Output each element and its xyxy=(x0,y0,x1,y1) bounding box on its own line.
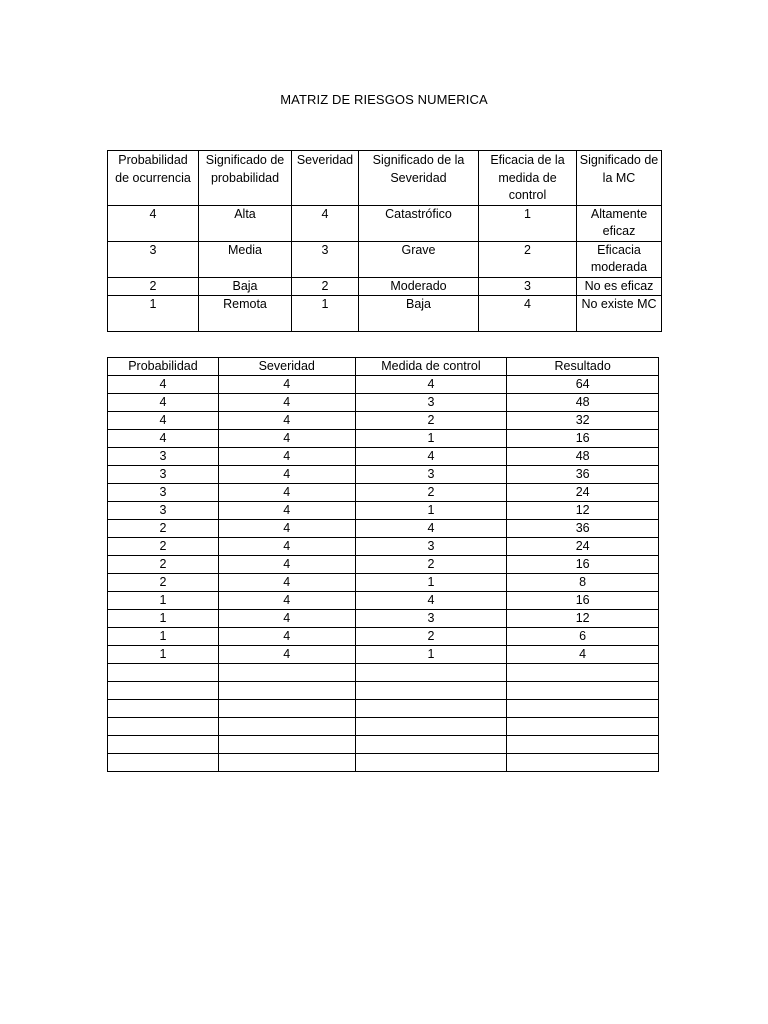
table-cell: 4 xyxy=(108,205,199,241)
table-cell xyxy=(355,754,507,772)
table-cell: 2 xyxy=(355,628,507,646)
table-row xyxy=(108,448,659,466)
table-cell: Baja xyxy=(359,296,479,332)
table-cell: Catastrófico xyxy=(359,205,479,241)
table-cell: 2 xyxy=(108,556,219,574)
table-cell: 3 xyxy=(292,241,359,277)
table-cell: 2 xyxy=(355,556,507,574)
header-probabilidad: Probabilidad xyxy=(108,358,219,376)
table-row xyxy=(108,610,659,628)
table-cell xyxy=(507,682,659,700)
table-cell: 2 xyxy=(355,412,507,430)
table-cell: 4 xyxy=(108,412,219,430)
table-cell: 4 xyxy=(355,448,507,466)
risk-result-table xyxy=(107,357,659,772)
table-cell xyxy=(355,664,507,682)
table-cell: 8 xyxy=(507,574,659,592)
table-cell xyxy=(108,682,219,700)
table-cell: 48 xyxy=(507,394,659,412)
table-cell: 24 xyxy=(507,484,659,502)
table-cell: 4 xyxy=(218,376,355,394)
table-cell: No existe MC xyxy=(577,296,662,332)
table-cell: 1 xyxy=(108,646,219,664)
header-eficacia-medida: Eficacia de la medida de control xyxy=(479,151,577,206)
table-cell xyxy=(108,754,219,772)
table-cell xyxy=(218,700,355,718)
table-cell: 1 xyxy=(355,574,507,592)
table-cell: 3 xyxy=(479,277,577,296)
table-cell: 4 xyxy=(218,628,355,646)
table-row xyxy=(108,700,659,718)
table-cell: 6 xyxy=(507,628,659,646)
table-cell: 4 xyxy=(218,610,355,628)
table-cell xyxy=(507,736,659,754)
table-cell: 4 xyxy=(218,502,355,520)
table-cell: 3 xyxy=(108,466,219,484)
table-cell: 1 xyxy=(355,502,507,520)
table-cell: 36 xyxy=(507,466,659,484)
table-cell: 12 xyxy=(507,610,659,628)
table-cell xyxy=(218,664,355,682)
table-cell: 4 xyxy=(218,574,355,592)
table-row xyxy=(108,574,659,592)
table-row xyxy=(108,664,659,682)
table-cell: 4 xyxy=(108,430,219,448)
table-cell: 2 xyxy=(355,484,507,502)
table-cell: 4 xyxy=(108,376,219,394)
table-cell: 1 xyxy=(479,205,577,241)
table-cell xyxy=(507,700,659,718)
risk-meaning-table xyxy=(107,150,662,332)
table-cell: 4 xyxy=(292,205,359,241)
header-resultado: Resultado xyxy=(507,358,659,376)
table-row xyxy=(108,205,662,241)
table-cell: Altamente eficaz xyxy=(577,205,662,241)
header-probabilidad-ocurrencia: Probabilidad de ocurrencia xyxy=(108,151,199,206)
table-cell: Remota xyxy=(199,296,292,332)
table-cell: 4 xyxy=(355,376,507,394)
table-cell: Grave xyxy=(359,241,479,277)
table-cell xyxy=(218,736,355,754)
table-cell: 64 xyxy=(507,376,659,394)
table-cell: 3 xyxy=(108,448,219,466)
table-row xyxy=(108,394,659,412)
table-row xyxy=(108,241,662,277)
table-row xyxy=(108,538,659,556)
table-cell xyxy=(355,718,507,736)
header-medida-control: Medida de control xyxy=(355,358,507,376)
table-cell: 4 xyxy=(218,538,355,556)
table-cell: 2 xyxy=(108,538,219,556)
table-cell xyxy=(507,664,659,682)
header-significado-mc: Significado de la MC xyxy=(577,151,662,206)
table-row xyxy=(108,646,659,664)
table-cell: 1 xyxy=(292,296,359,332)
table-cell: 3 xyxy=(355,466,507,484)
table-cell: 2 xyxy=(108,574,219,592)
table-row xyxy=(108,682,659,700)
table-cell xyxy=(108,718,219,736)
table-cell xyxy=(355,736,507,754)
table-row xyxy=(108,520,659,538)
page-title: MATRIZ DE RIESGOS NUMERICA xyxy=(280,92,488,107)
table-cell: 48 xyxy=(507,448,659,466)
table-cell: 1 xyxy=(355,646,507,664)
table-row xyxy=(108,412,659,430)
table-cell: 4 xyxy=(108,394,219,412)
table-cell: 1 xyxy=(108,592,219,610)
table-cell: 4 xyxy=(218,484,355,502)
table-cell: 36 xyxy=(507,520,659,538)
table-cell: 4 xyxy=(479,296,577,332)
table-cell xyxy=(218,754,355,772)
result-table-body xyxy=(108,376,659,772)
table-cell: 2 xyxy=(108,520,219,538)
table-cell: 3 xyxy=(355,610,507,628)
table-row xyxy=(108,754,659,772)
table-cell: 16 xyxy=(507,592,659,610)
table-cell xyxy=(218,718,355,736)
table-cell: Moderado xyxy=(359,277,479,296)
table-cell xyxy=(355,682,507,700)
table-cell: 3 xyxy=(355,538,507,556)
table-cell xyxy=(507,754,659,772)
table-cell xyxy=(108,736,219,754)
table-cell xyxy=(507,718,659,736)
table-cell: Media xyxy=(199,241,292,277)
table-cell: 4 xyxy=(218,394,355,412)
header-significado-probabilidad: Significado de probabilidad xyxy=(199,151,292,206)
table-row xyxy=(108,466,659,484)
table-cell: 1 xyxy=(108,628,219,646)
table-row xyxy=(108,736,659,754)
table-header-row xyxy=(108,151,662,206)
table-cell: 4 xyxy=(355,520,507,538)
table-cell: 1 xyxy=(108,610,219,628)
table-cell: 1 xyxy=(108,296,199,332)
table-cell: Eficacia moderada xyxy=(577,241,662,277)
table-cell: 32 xyxy=(507,412,659,430)
table-cell: 1 xyxy=(355,430,507,448)
table-row xyxy=(108,502,659,520)
table-row xyxy=(108,430,659,448)
table-cell: 2 xyxy=(479,241,577,277)
table-cell: 4 xyxy=(218,430,355,448)
table-cell: 3 xyxy=(108,241,199,277)
table-cell xyxy=(218,682,355,700)
table-cell: 16 xyxy=(507,556,659,574)
table-cell: 4 xyxy=(218,412,355,430)
header-severidad: Severidad xyxy=(218,358,355,376)
header-significado-severidad: Significado de la Severidad xyxy=(359,151,479,206)
table-cell: 4 xyxy=(218,556,355,574)
table-cell: No es eficaz xyxy=(577,277,662,296)
table-cell: Alta xyxy=(199,205,292,241)
table-cell: 4 xyxy=(218,448,355,466)
table-cell: 3 xyxy=(108,484,219,502)
table-header-row xyxy=(108,358,659,376)
table-cell: 4 xyxy=(218,592,355,610)
header-severidad: Severidad xyxy=(292,151,359,206)
table-cell: 4 xyxy=(218,466,355,484)
table-cell: 3 xyxy=(108,502,219,520)
table-cell: 12 xyxy=(507,502,659,520)
table-cell xyxy=(355,700,507,718)
table-cell: 2 xyxy=(292,277,359,296)
table-cell: 16 xyxy=(507,430,659,448)
table-row xyxy=(108,277,662,296)
table-cell: 4 xyxy=(507,646,659,664)
table-row xyxy=(108,556,659,574)
table-cell: 3 xyxy=(355,394,507,412)
table-cell: 2 xyxy=(108,277,199,296)
table-row xyxy=(108,484,659,502)
table-cell xyxy=(108,700,219,718)
table-row xyxy=(108,592,659,610)
table-row xyxy=(108,718,659,736)
table-cell: 4 xyxy=(355,592,507,610)
table-cell: 4 xyxy=(218,646,355,664)
table-row xyxy=(108,628,659,646)
table-cell xyxy=(108,664,219,682)
table-row xyxy=(108,376,659,394)
table-cell: Baja xyxy=(199,277,292,296)
table-cell: 4 xyxy=(218,520,355,538)
table-row xyxy=(108,296,662,332)
table-cell: 24 xyxy=(507,538,659,556)
